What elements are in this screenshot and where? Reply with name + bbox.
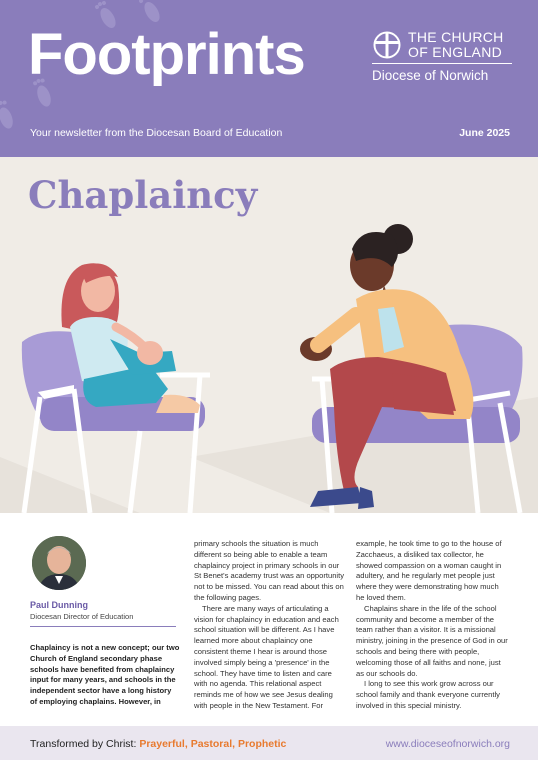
paragraph: Chaplains share in the life of the school community and become a member of the team rather than a visitor. It is a missional ministry, joining in the presence of God in our schools and being there with people, welcoming those of all faiths and none, just as our schools do. <box>356 603 508 678</box>
article-column-2 <box>194 539 346 712</box>
paragraph: I long to see this work grow across our school family and thank everyone currently involved in this special ministry. <box>356 679 500 710</box>
article-intro: Chaplaincy is not a new concept; our two Church of England secondary phase schools have benefited from chaplaincy input for many years, and schools in the independent sector have a long history of employing chaplains. However, in <box>30 643 180 706</box>
newsletter-header <box>0 0 538 157</box>
diocese-motto: Transformed by Christ: Prayerful, Pastoral, Prophetic <box>30 738 287 750</box>
article-title: Chaplaincy <box>28 173 258 217</box>
masthead-title: Footprints <box>28 22 305 87</box>
motto-value-prophetic: Prophetic <box>237 738 287 750</box>
diocese-name: Diocese of Norwich <box>372 68 489 83</box>
author-photo <box>32 536 86 590</box>
newsletter-tagline: Your newsletter from the Diocesan Board of Education <box>30 127 283 139</box>
article-column-3 <box>356 539 508 712</box>
motto-value-pastoral: Pastoral <box>190 738 233 750</box>
hero-illustration <box>0 157 538 513</box>
issue-date: June 2025 <box>459 127 510 139</box>
paragraph: primary schools the situation is much different so being able to enable a team chaplaincy project in primary schools in our St Benet's academy trust was an opportunity not to be missed. You can read about this on the following pages. <box>194 539 345 602</box>
cross-icon <box>372 30 402 60</box>
church-name: THE CHURCH OF ENGLAND <box>408 29 504 60</box>
author-divider <box>30 626 176 627</box>
website-link[interactable]: www.dioceseofnorwich.org <box>385 738 510 750</box>
avatar-portrait-icon <box>32 536 86 590</box>
paragraph: example, he took time to go to the house of Zacchaeus, a disliked tax collector, he showed compassion on a woman caught in adultery, and he regularly met people just where they were demonstrating how much he loved them. <box>356 539 502 602</box>
motto-value-prayerful: Prayerful <box>139 738 185 750</box>
author-name: Paul Dunning <box>30 600 88 610</box>
article-body <box>0 513 538 726</box>
author-role: Diocesan Director of Education <box>30 612 134 621</box>
newsletter-footer <box>0 726 538 760</box>
paragraph: There are many ways of articulating a vision for chaplaincy in education and each school situation will be different. As I have learned more about chaplaincy one consistent theme I hear is around those involved simply being a 'presence' in the school. They have time to listen and care with no agenda. This relational aspect reminds me of how we see Jesus dealing with people in the New Testament. For <box>194 603 339 710</box>
logo-divider <box>372 63 512 64</box>
